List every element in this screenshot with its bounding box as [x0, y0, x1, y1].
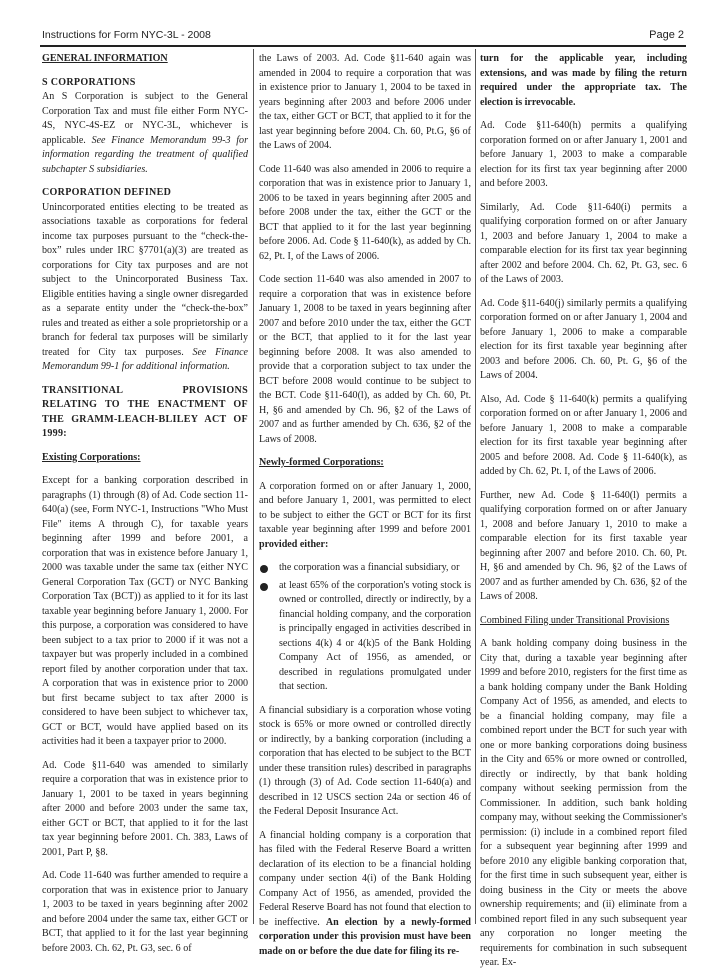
bullet-item — [259, 579, 471, 695]
section-heading-general: GENERAL INFORMATION — [42, 53, 168, 64]
paragraph: A financial subsidiary is a corporation whose voting stock is 65% or more owned or controlled directly or indirectly, by a banking corporation (including a corporation that has elected to be subject to the BCT under these transition rules) described in paragraphs (1) through (3) of Ad. Code section 11-640(a) and described in 12 USCS section 24a or section 46 of the Federal Deposit Insurance Act. — [259, 704, 471, 817]
paragraph — [259, 829, 471, 960]
memo-reference: See Finance Memorandum 99-1 for additional information. — [42, 346, 249, 372]
paragraph: Code 11-640 was also amended in 2006 to require a corporation that was in existence prior to January 1, 2006 to be taxed in years beginning after 2005 and before 2008 under the tax, either the GCT or the BCT that applied to it for the last year beginning before 2006. Ad. Code § 11-640(k), as added by Ch. 62, Pt. I, of the Laws of 2006. — [259, 163, 471, 262]
subheading-combined-filing: Combined Filing under Transitional Provisions — [480, 614, 670, 626]
paragraph: Also, Ad. Code § 11-640(k) permits a qualifying corporation formed on or after January 1, 2006 and before January 1, 2008 to make a comparable election for its first taxable year beginning after 2005 and before 2008. Ad. Code § 11-640(k), as added by Ch. 62, Pt. I, of the Laws of 2006. — [480, 393, 687, 477]
bullet-text: the corporation was a financial subsidiary, or — [279, 562, 460, 573]
paragraph — [259, 480, 471, 553]
paragraph: Except for a banking corporation described in paragraphs (1) through (8) of Ad. Code section 11-640(a) (see, Form NYC-1, Instructions "Who Must File" items A through C), for taxable years beginning after 1999 and before 2001, a corporation that was in existence before January 1, 2000 was taxable under the same tax (either NYC General Corporation Tax (GCT) or NYC Banking Corporation Tax (BCT)) as applied to it for its last taxable year beginning before January 1, 2000. For this purpose, a corporation was considered to have been subject to a tax prior to 2000 if it was not a taxpayer but was properly included in a combined report filed by another corporation under that tax. A corporation that was in existence prior to 2000 but first became subject to tax after 2000 is considered to have been subject to whichever tax, GCT or BCT, would have applied based on its activities had it been a taxpayer prior to 2000. — [42, 475, 248, 747]
paragraph: Similarly, Ad. Code §11-640(i) permits a qualifying corporation formed on or after January 1, 2003 and before January 1, 2004 to make a comparable election for its first tax year beginning after 2002 and before 2004. Ch. 62, Pt. G3, sec. 6 of the Laws of 2003. — [480, 201, 687, 285]
bullet-item — [259, 561, 471, 576]
paragraph-text: Unincorporated entities electing to be treated as associations taxable as corporations for federal income tax purposes pursuant to the “check-the-box” rules under IRC §7701(a)(3) are treated as corporations for City tax purposes and are not subject to the Unincorporated Business Tax. Eligible entities having a single owner disregarded as a separate entity under the “check-the-box” rules and treated as either a sole proprietorship or a branch for federal tax purposes will be similarly treated for City tax purposes. — [42, 201, 248, 358]
column-divider — [475, 49, 476, 924]
bullet-icon — [260, 583, 268, 591]
memo-reference: See Finance Memorandum 99-3 for information regarding the treatment of qualified subchapter S subsidiaries. — [42, 134, 248, 175]
paragraph-text: A financial holding company is a corporation that has filed with the Federal Reserve Board a written declaration of its election to be a financial holding company under section 4(i) of the Bank Holding Company Act of 1956, as amended, provided the Federal Reserve Board has not found that election to be ineffective. — [259, 829, 471, 928]
paragraph: A bank holding company doing business in the City that, during a taxable year beginning after 1999 and before 2010, registers for the first time as a bank holding company under the Bank Holding Company Act of 1956, as amended, and elects to be a financial holding company, may file a combined report under the BCT for such year with one or more banking corporations doing business in the City and 65% or more owned or controlled, directly or indirectly, by that bank holding company without seeking permission from the Commissioner. In addition, such bank holding company may, without seeking the Commissioner's permission: (i) include in a combined report filed for a subsequent year beginning after 1999 and before 2010 any eligible banking corporation that, for the first time in such subsequent year, either is doing business in the City or meets the above ownership requirements; and (ii) eliminate from a combined report filed in any such subsequent year any corporation no longer meeting the requirements for combination in such subsequent year. Ex- — [480, 638, 687, 968]
paragraph: Ad. Code §11-640 was amended to similarly require a corporation that was in existence prior to January 1, 2001 to be taxed in years beginning after 2000 and before 2003 under the same tax, either GCT or BCT, that applied to it for the last tax year beginning before 2001. Ch. 383, Laws of 2001, Part P, §8. — [42, 759, 248, 858]
paragraph: Ad. Code §11-640(j) similarly permits a qualifying corporation formed on or after January 1, 2004 and before January 1, 2006 to make a comparable election for its first taxable year beginning after 2003 and before 2006. Ch. 60, Pt. G, §6 of the Laws of 2004. — [480, 297, 687, 381]
column-divider — [253, 49, 254, 924]
paragraph-text: An S Corporation is subject to the General Corporation Tax and must file either Form NYC-4S, NYC-4S-EZ or NYC-3L, whichever is applicable. — [42, 91, 248, 146]
paragraph-text: A corporation formed on or after January 1, 2000, and before January 1, 2001, was permitted to elect to be subject to either the GCT or BCT for its first taxable year beginning after 1999 and before 2001 — [259, 480, 471, 535]
column-3 — [480, 52, 687, 980]
bullet-text: at least 65% of the corporation's voting stock is owned or controlled, directly or indirectly, by a financial holding company, and the corporation is principally engaged in activities described in sections 4(k) 4 or 4(k)5 of the Bank Holding Company Act of 1956, as amended, or described in regulations promulgated under that section. — [279, 579, 471, 692]
subheading-newly-formed: Newly-formed Corporations: — [259, 457, 384, 468]
paragraph: Code section 11-640 was also amended in 2007 to require a corporation that was in existence before January 1, 2008 to be taxed in years beginning after 2007 and before 2010 under the tax, either the GCT or the BCT, that applied to it for the last year beginning before 2008. It was also amended to provide that a corporation subject to tax under the BCT before 2008 would continue to be subject to the BCT. Code §11-640(l), as added by Ch. 60, Pt. H, §6 and amended by Ch. 96, §2 of the Laws of 2007 and as further amended by Ch. 636, §2 of the Laws of 2008. — [259, 274, 471, 445]
page-header — [40, 27, 686, 43]
header-rule — [40, 45, 686, 47]
emphasis-text: provided either: — [259, 538, 329, 550]
document-title: Instructions for Form NYC-3L - 2008 — [42, 29, 211, 41]
section-heading-corp-defined: CORPORATION DEFINED — [42, 187, 172, 198]
paragraph: the Laws of 2003. Ad. Code §11-640 again was amended in 2004 to require a corporation that was in existence prior to January 1, 2004 to be taxed in years beginning after 2003 and before 2006 under the tax, either GCT or BCT, that applied to it for the last year beginning before 2004. Ch. 60, Pt.G, §6 of the Laws of 2004. — [259, 53, 471, 151]
bullet-icon — [260, 565, 268, 573]
section-heading-s-corp: S CORPORATIONS — [42, 76, 136, 88]
column-2 — [259, 52, 471, 968]
paragraph — [42, 90, 248, 177]
paragraph: Ad. Code 11-640 was further amended to require a corporation that was in existence prior to January 1, 2003 to be taxed in years beginning after 2002 and before 2004 under the same tax, either GCT or BCT, that applied to it for the last year beginning before 2003. Ch. 62, Pt. G3, sec. 6 of — [42, 870, 248, 954]
column-1 — [42, 52, 248, 965]
paragraph — [42, 201, 248, 375]
page-number: Page 2 — [649, 29, 684, 41]
emphasis-paragraph: turn for the applicable year, including extensions, and was made by filing the return required under the appropriate tax. The election is irrevocable. — [480, 53, 687, 108]
paragraph: Further, new Ad. Code § 11-640(l) permits a qualifying corporation formed on or after January 1, 2008 and before January 1, 2010 to make a comparable election for its first taxable year beginning after 2007 and before 2010. Ch. 60, Pt. H, §6 and amended by Ch. 96, §2 of the Laws of 2007 and as further amended by Ch. 636, §2 of the Laws of 2008. — [480, 489, 687, 602]
emphasis-text: An election by a newly-formed corporation under this provision must have been made on or before the due date for filing its re- — [259, 916, 472, 957]
subheading-existing: Existing Corporations: — [42, 451, 141, 463]
section-heading-transitional: TRANSITIONAL PROVISIONS RELATING TO THE ENACTMENT OF THE GRAMM-LEACH-BLILEY ACT OF 1999: — [42, 384, 248, 439]
paragraph: Ad. Code §11-640(h) permits a qualifying corporation formed on or after January 1, 2001 and before January 1, 2003 to make a comparable election for its first tax year beginning after 2000 and before 2003. — [480, 120, 687, 189]
